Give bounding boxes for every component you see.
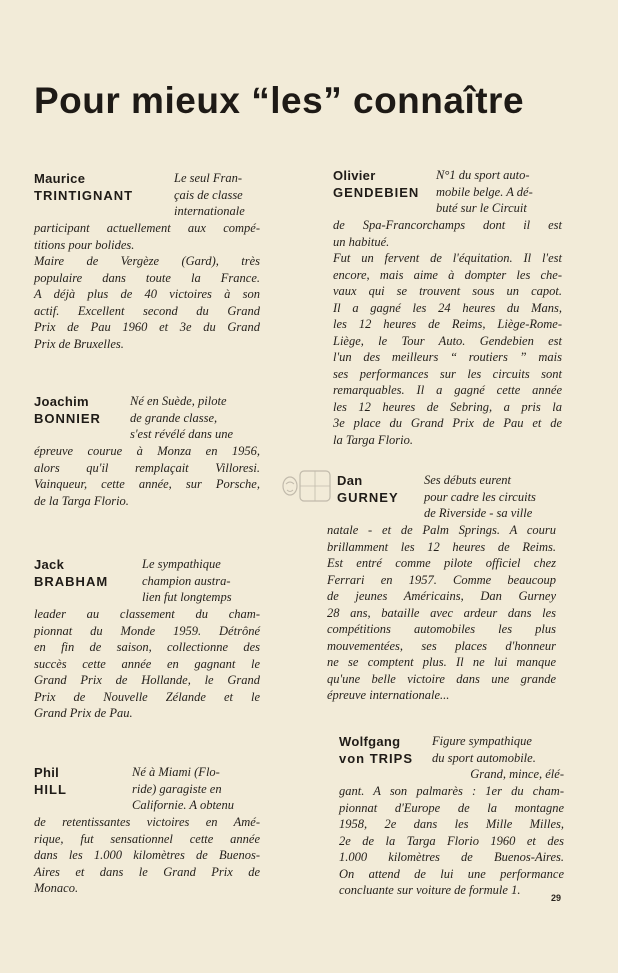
bio-line: A déjà plus de 40 victoires à son (34, 287, 260, 301)
bio-line: de la Targa Florio. (34, 493, 129, 508)
driver-bio (34, 606, 260, 722)
bio-line: ne se comptent plus. Il ne lui manque (327, 655, 556, 669)
intro-line: buté sur le Circuit (436, 201, 527, 215)
bio-line: dans les 1.000 kilomètres de Buenos- (34, 848, 260, 862)
intro-line: s'est révélé dans une (130, 427, 233, 441)
intro-line: Figure sympathique (432, 734, 532, 748)
bio-line: Aires et dans le Grand Prix de (34, 864, 260, 879)
intro-line: Né en Suède, pilote (130, 394, 227, 408)
bio-line: vaux qui se trouvent sous un capot. (333, 284, 562, 298)
driver-last-name: BRABHAM (34, 574, 109, 589)
driver-name (34, 393, 101, 427)
bio-line: remarquables. Il a gagné cette année (333, 383, 562, 397)
bio-line: 1.000 kilomètres de Buenos-Aires. (339, 850, 564, 864)
bio-line: Maire de Vergèze (Gard), très (34, 254, 260, 268)
driver-first-name: Wolfgang (339, 734, 401, 749)
bio-line: Fut un fervent de l'équitation. Il l'est (333, 251, 562, 265)
bio-line: Est entré comme pilote officiel chez (327, 556, 556, 570)
driver-intro (174, 170, 260, 220)
driver-intro (436, 167, 562, 217)
bio-line: pionnat d'Europe de la montagne (339, 800, 564, 815)
bio-line: 2e de la Targa Florio 1960 et des (339, 833, 564, 848)
driver-name (34, 764, 67, 798)
driver-intro (432, 733, 564, 783)
driver-intro (424, 472, 562, 522)
intro-line: Grand, mince, élé- (470, 767, 564, 781)
driver-name (333, 167, 419, 201)
driver-entry-bonnier (34, 393, 260, 508)
intro-line: Le sympathique (142, 557, 221, 571)
intro-line: de Riverside - sa ville (424, 506, 533, 520)
bio-line: populaire dans toute la France. (34, 270, 260, 285)
driver-entry-hill (34, 764, 260, 895)
bio-line: mouvementées, ses places d'honneur (327, 638, 556, 653)
intro-line: du sport automobile. (432, 750, 536, 765)
bio-line: On attend de lui une performance (339, 866, 564, 881)
bio-line: Ferrari en 1957. Comme beaucoup (327, 572, 556, 587)
driver-last-name: TRINTIGNANT (34, 188, 134, 203)
driver-entry-trintignant (34, 170, 260, 351)
driver-intro (142, 556, 260, 606)
driver-bio (327, 522, 556, 704)
intro-line: pour cadre les circuits (424, 489, 536, 504)
driver-first-name: Maurice (34, 171, 86, 186)
driver-name (34, 556, 108, 590)
intro-line: Né à Miami (Flo- (132, 765, 220, 779)
driver-first-name: Olivier (333, 168, 376, 183)
bio-line: rique, fut sensationnel cette année (34, 831, 260, 846)
intro-line: Ses débuts eurent (424, 473, 512, 487)
bio-line: actif. Excellent second du Grand (34, 303, 260, 318)
driver-intro (130, 393, 260, 443)
intro-line: lien fut longtemps (142, 590, 232, 604)
bio-line: épreuve courue à Monza en 1956, (34, 444, 260, 458)
bio-line: Liège, le Tour Auto. Gendebien est (333, 333, 562, 348)
driver-intro (132, 764, 260, 814)
intro-line: champion austra- (142, 573, 231, 588)
page-title: Pour mieux “les” connaître (34, 79, 525, 121)
intro-line: N°1 du sport auto- (436, 168, 530, 182)
bio-line: Prix de Nouvelle Zélande et le (34, 689, 260, 704)
bio-line: de jeunes Américains, Dan Gurney (327, 589, 556, 603)
bio-line: les 12 heures de Sebring, a pris la (333, 399, 562, 414)
bio-line: Prix de Pau 1960 et 3e du Grand (34, 320, 260, 334)
bio-line: de Spa-Francorchamps dont il est (333, 218, 562, 232)
bio-line: succès cette année en gagnant le (34, 656, 260, 671)
driver-entry-gurney (327, 472, 562, 702)
bio-line: Vainqueur, cette année, sur Porsche, (34, 477, 260, 491)
bio-line: pionnat du Monde 1959. Détrôné (34, 623, 260, 638)
bio-line: ses performances sur les circuits sont (333, 366, 562, 381)
bio-line: l'un des meilleurs “ routiers ” mais (333, 350, 562, 364)
driver-last-name: von TRIPS (339, 751, 414, 766)
driver-name (337, 472, 399, 506)
bio-line: de retentissantes victoires en Amé- (34, 815, 260, 829)
intro-line: Californie. A obtenu (132, 798, 234, 812)
intro-line: mobile belge. A dé- (436, 184, 533, 199)
bio-line: Grand Prix de Hollande, le Grand (34, 673, 260, 687)
driver-bio (34, 220, 260, 352)
bio-line: épreuve internationale... (327, 688, 450, 702)
driver-name (34, 170, 133, 204)
bio-line: en fin de saison, collectionne des (34, 640, 260, 654)
driver-bio (339, 783, 564, 899)
driver-bio (333, 217, 562, 448)
bio-line: leader au classement du cham- (34, 607, 260, 621)
bio-line: la Targa Florio. (333, 432, 413, 447)
bio-line: Grand Prix de Pau. (34, 706, 133, 720)
bio-line: 28 ans, bataille avec ardeur dans les (327, 605, 556, 620)
driver-first-name: Phil (34, 765, 60, 780)
driver-entry-brabham (34, 556, 260, 720)
driver-bio (34, 443, 260, 509)
driver-first-name: Jack (34, 557, 65, 572)
driver-entry-gendebien (333, 167, 562, 447)
bio-line: alors qu'il remplaçait Villoresi. (34, 460, 260, 475)
bio-line: les 12 heures de Reims, Liège-Rome- (333, 317, 562, 331)
driver-first-name: Joachim (34, 394, 89, 409)
intro-line: de grande classe, (130, 410, 218, 425)
bio-line: compétitions automobiles les plus (327, 622, 556, 636)
driver-entry-trips (339, 733, 564, 897)
driver-first-name: Dan (337, 473, 363, 488)
bio-line: titions pour bolides. (34, 237, 135, 252)
bio-line: Il a gagné les 24 heures du Mans, (333, 300, 562, 315)
bio-line: un habitué. (333, 234, 390, 249)
intro-line: internationale (174, 204, 245, 218)
page-number: 29 (551, 893, 562, 903)
intro-line: Le seul Fran- (174, 171, 243, 185)
bio-line: 1958, 2e dans les Mille Milles, (339, 817, 564, 831)
driver-last-name: GURNEY (337, 490, 399, 505)
library-stamp-icon (280, 468, 332, 504)
bio-line: gant. A son palmarès : 1er du cham- (339, 784, 564, 798)
bio-line: natale - et de Palm Springs. A couru (327, 523, 556, 537)
driver-bio (34, 814, 260, 897)
bio-line: qu'une belle victoire dans une grande (327, 671, 556, 686)
driver-last-name: GENDEBIEN (333, 185, 420, 200)
intro-line: ride) garagiste en (132, 781, 222, 796)
bio-line: participant actuellement aux compé- (34, 221, 260, 235)
bio-line: Monaco. (34, 881, 79, 895)
driver-last-name: BONNIER (34, 411, 101, 426)
intro-line: çais de classe (174, 187, 243, 202)
bio-line: concluante sur voiture de formule 1. (339, 883, 521, 897)
bio-line: encore, mais aime à dompter les che- (333, 267, 562, 282)
bio-line: Prix de Bruxelles. (34, 336, 124, 351)
bio-line: brillamment les 12 heures de Reims. (327, 539, 556, 554)
driver-name (339, 733, 413, 767)
bio-line: 3e place du Grand Prix de Pau et de (333, 416, 562, 430)
driver-last-name: HILL (34, 782, 67, 797)
